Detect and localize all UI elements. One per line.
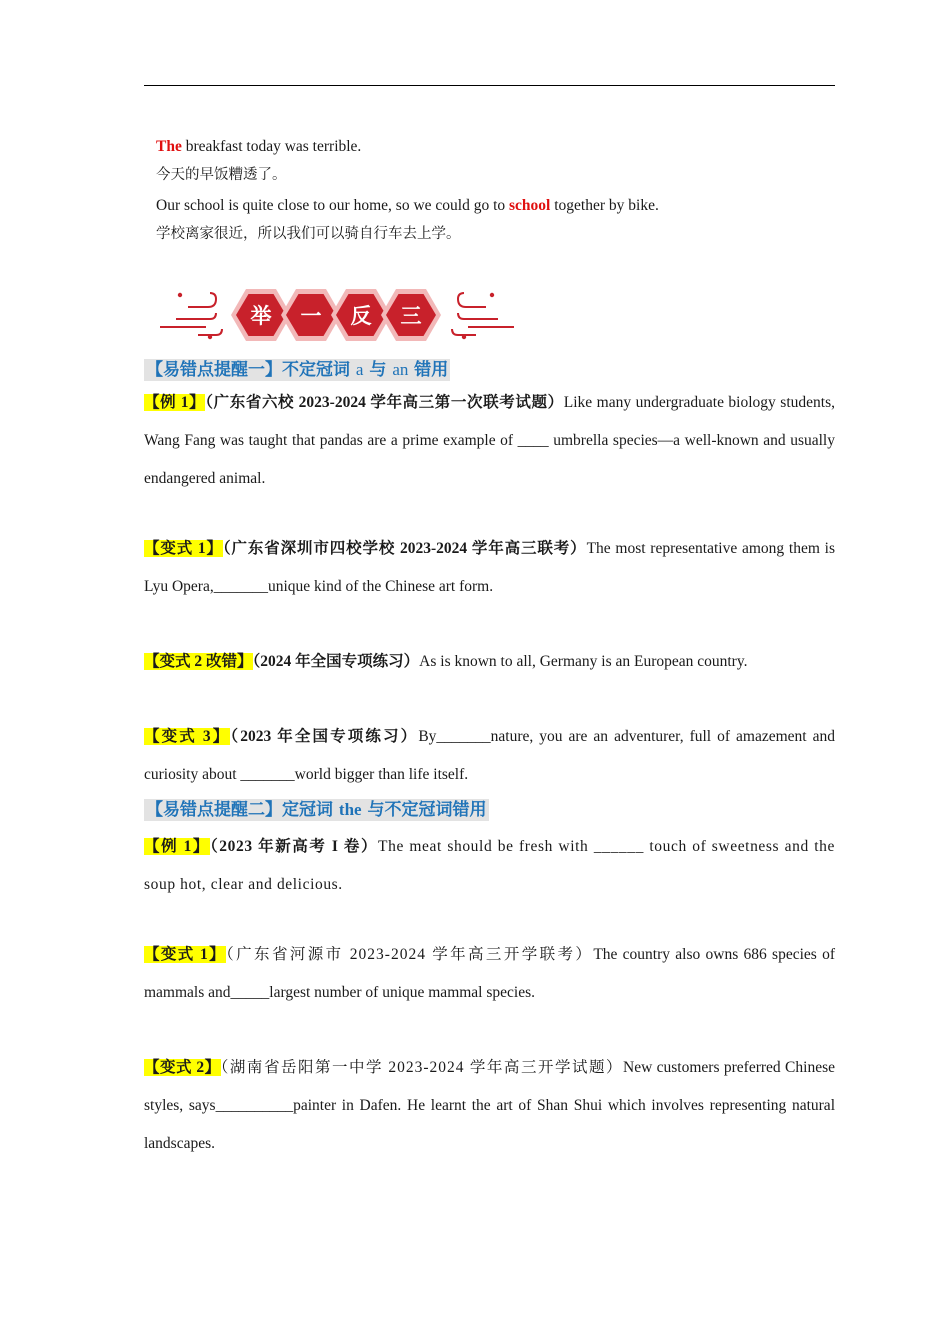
section-title-2 [144, 799, 489, 821]
question-tag: 【变式 3】 [144, 728, 231, 745]
title-text: 错用 [408, 360, 449, 380]
question-s1-q1 [144, 384, 835, 498]
question-text: The meat should be fresh with ______ touch of sweetness and the soup hot, clear and delicious. [144, 838, 835, 893]
question-s1-q3 [144, 643, 835, 681]
question-tag: 【例 1】 [144, 838, 210, 855]
question-text: By_______nature, you are an adventurer, full of amazement and curiosity about _______world bigger than life itself. [144, 728, 835, 783]
question-s2-q3 [144, 1049, 835, 1163]
section-title-1 [144, 359, 450, 381]
question-text: As is known to all, Germany is an European country. [419, 653, 748, 670]
question-tag: 【变式 2 改错】 [144, 653, 253, 670]
banner-char: 反 [350, 304, 372, 328]
example-text: together by bike. [550, 197, 659, 214]
example-text: breakfast today was terrible. [181, 138, 362, 155]
banner-graphic [158, 285, 516, 345]
question-text: New customers preferred Chinese styles, says__________painter in Dafen. He learnt the art of Shan Shui which involves representing natural landscapes. [144, 1059, 835, 1152]
banner-char: 举 [250, 304, 272, 328]
question-source: （湖南省岳阳第一中学 2023-2024 学年高三开学试题） [220, 1059, 623, 1076]
example-line-1 [156, 137, 361, 156]
title-text: a [355, 360, 364, 379]
question-s1-q4 [144, 718, 835, 794]
title-text: 与不定冠词错用 [361, 800, 487, 820]
question-text: The country also owns 686 species of mammals and_____largest number of unique mammal species. [144, 946, 835, 1001]
example-line-4: 学校离家很近，所以我们可以骑自行车去上学。 [156, 226, 461, 242]
title-text: an [392, 360, 409, 379]
banner-char: 一 [300, 304, 322, 328]
banner-jyfs [158, 285, 516, 345]
example-line-2: 今天的早饭糟透了。 [156, 167, 287, 183]
title-text: 【易错点提醒一】不定冠词 [146, 360, 356, 380]
banner-char: 三 [400, 304, 422, 328]
question-tag: 【例 1】 [144, 394, 206, 411]
question-text: The most representative among them is Lyu Opera,_______unique kind of the Chinese art form. [144, 540, 835, 595]
right-cloud-ornament [452, 293, 514, 335]
header-rule [144, 85, 835, 86]
question-source: （2023 年全国专项练习） [230, 728, 419, 745]
question-s2-q2 [144, 936, 835, 1012]
title-text: the [338, 800, 362, 819]
question-source: （广东省深圳市四校学校 2023-2024 学年高三联考） [222, 540, 587, 557]
question-source: （广东省六校 2023-2024 学年高三第一次联考试题） [205, 394, 564, 411]
question-source: （2023 年新高考 I 卷） [209, 838, 379, 855]
left-cloud-ornament [160, 293, 222, 335]
example-text: Our school is quite close to our home, so we could go to [156, 197, 510, 214]
highlight-word: school [509, 197, 551, 214]
question-s2-q1 [144, 828, 835, 904]
title-text: 【易错点提醒二】定冠词 [146, 800, 339, 820]
question-tag: 【变式 2】 [144, 1059, 221, 1076]
question-tag: 【变式 1】 [144, 946, 227, 963]
question-s1-q2 [144, 530, 835, 606]
highlight-word: The [156, 138, 182, 155]
question-text: Like many undergraduate biology students, Wang Fang was taught that pandas are a prime example of ____ umbrella species—a well-known and usually endangered animal. [144, 394, 835, 487]
question-source: （广东省河源市 2023-2024 学年高三开学联考） [226, 946, 594, 963]
question-tag: 【变式 1】 [144, 540, 223, 557]
example-line-3 [156, 196, 659, 215]
question-source: （2024 年全国专项练习） [252, 653, 420, 670]
title-text: 与 [363, 360, 393, 380]
